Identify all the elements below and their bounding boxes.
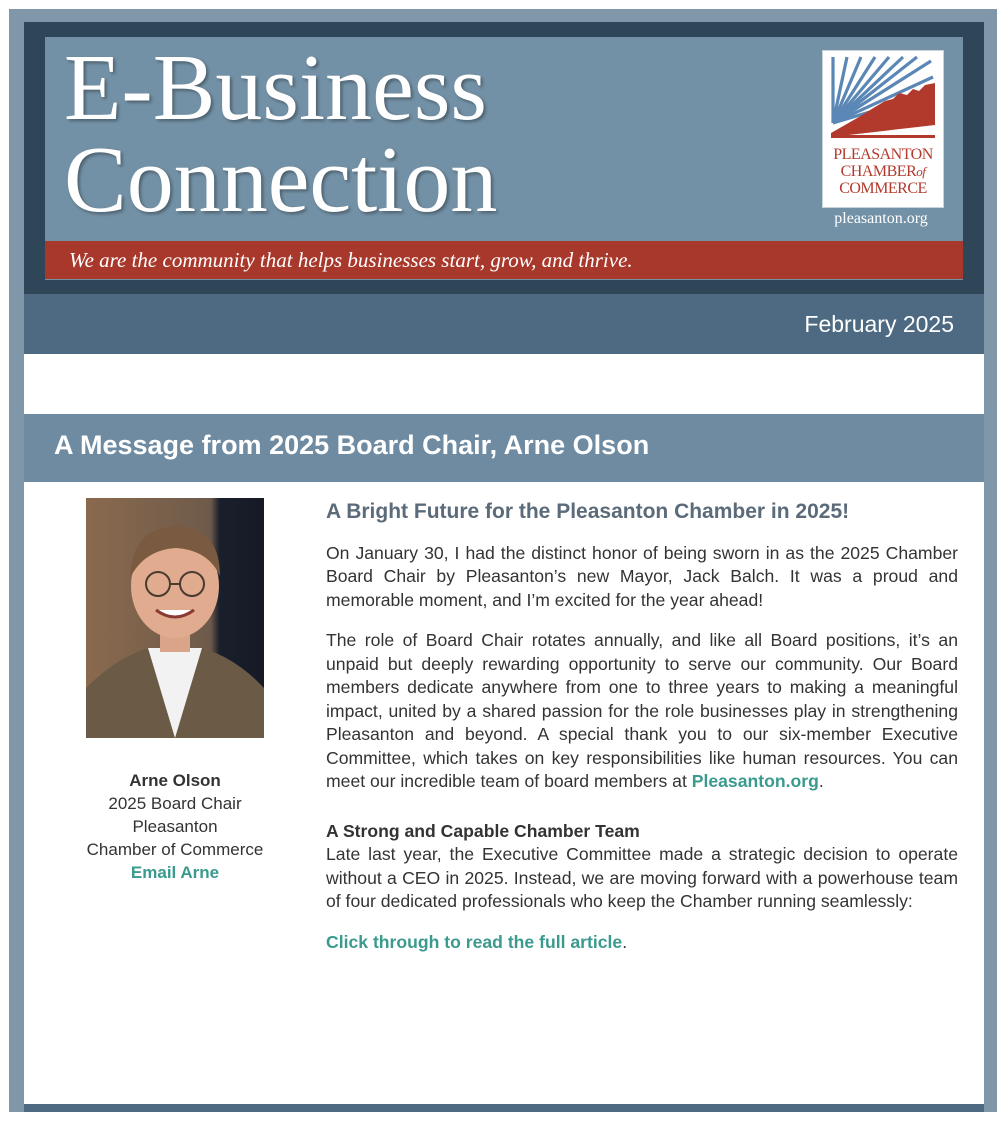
article-headline: A Bright Future for the Pleasanton Chamber in 2025! (326, 500, 850, 523)
logo-of: of (916, 164, 926, 179)
tagline-bar (45, 241, 963, 279)
profile-org-line2: Chamber of Commerce (86, 840, 264, 859)
footer-bar (24, 1104, 984, 1112)
article-para2-text: The role of Board Chair rotates annually, and like all Board positions, it’s an unpaid but deeply rewarding opportunity to serve our community. Our Board members dedicate anywhere from one to three years to making a meaningful impact, united by a shared passion for the role businesses play in strengthening Pleasanton and beyond. A special thank you to our six-member Executive Committee, which takes on key responsibilities like human resources. You can meet our incredible team of board members at (326, 630, 958, 791)
article-para2 (326, 629, 958, 794)
masthead-line1: E-Business (64, 36, 487, 140)
logo-wordmark (823, 146, 943, 197)
logo-line1: PLEASANTON (833, 146, 933, 163)
section-title: A Message from 2025 Board Chair, Arne Olson (54, 430, 650, 460)
article (326, 500, 958, 971)
section-header (24, 414, 984, 482)
portrait-photo (86, 498, 264, 738)
profile-caption (46, 769, 304, 884)
spacer (24, 354, 984, 414)
masthead-line2: Connection (64, 128, 498, 232)
masthead-title (64, 36, 498, 232)
issue-date: February 2025 (804, 311, 954, 337)
email-link[interactable]: Email Arne (130, 863, 220, 882)
content-area (24, 482, 984, 1104)
para2-period: . (818, 771, 824, 791)
read-more (326, 931, 958, 955)
profile-role: 2025 Board Chair (108, 794, 242, 813)
article-subheading: A Strong and Capable Chamber Team (326, 820, 640, 841)
profile-name: Arne Olson (129, 771, 221, 790)
article-para1: On January 30, I had the distinct honor of being sworn in as the 2025 Chamber Board Chair by Pleasanton’s new Mayor, Jack Balch. It was a proud and memorable moment, and I’m excited for the year ahead! (326, 542, 958, 610)
article-para3-text: Late last year, the Executive Committee made a strategic decision to operate without a CEO in 2025. Instead, we are moving forward with a powerhouse team of four dedicated professionals who keep the Chamber running seamlessly: (326, 844, 958, 911)
article-para3 (326, 820, 958, 914)
logo-line3: COMMERCE (839, 180, 927, 197)
read-more-link[interactable]: Click through to read the full article (326, 931, 623, 952)
read-more-period: . (622, 931, 628, 952)
profile-org-line1: Pleasanton (132, 817, 218, 836)
logo-url[interactable]: pleasanton.org (834, 210, 928, 227)
chamber-logo[interactable] (822, 50, 944, 208)
tagline: We are the community that helps businesses start, grow, and thrive. (69, 248, 633, 272)
sunburst-icon (823, 51, 943, 143)
logo-line2: CHAMBERof (840, 163, 926, 180)
pleasanton-link[interactable]: Pleasanton.org (691, 771, 819, 791)
date-bar (24, 294, 984, 354)
